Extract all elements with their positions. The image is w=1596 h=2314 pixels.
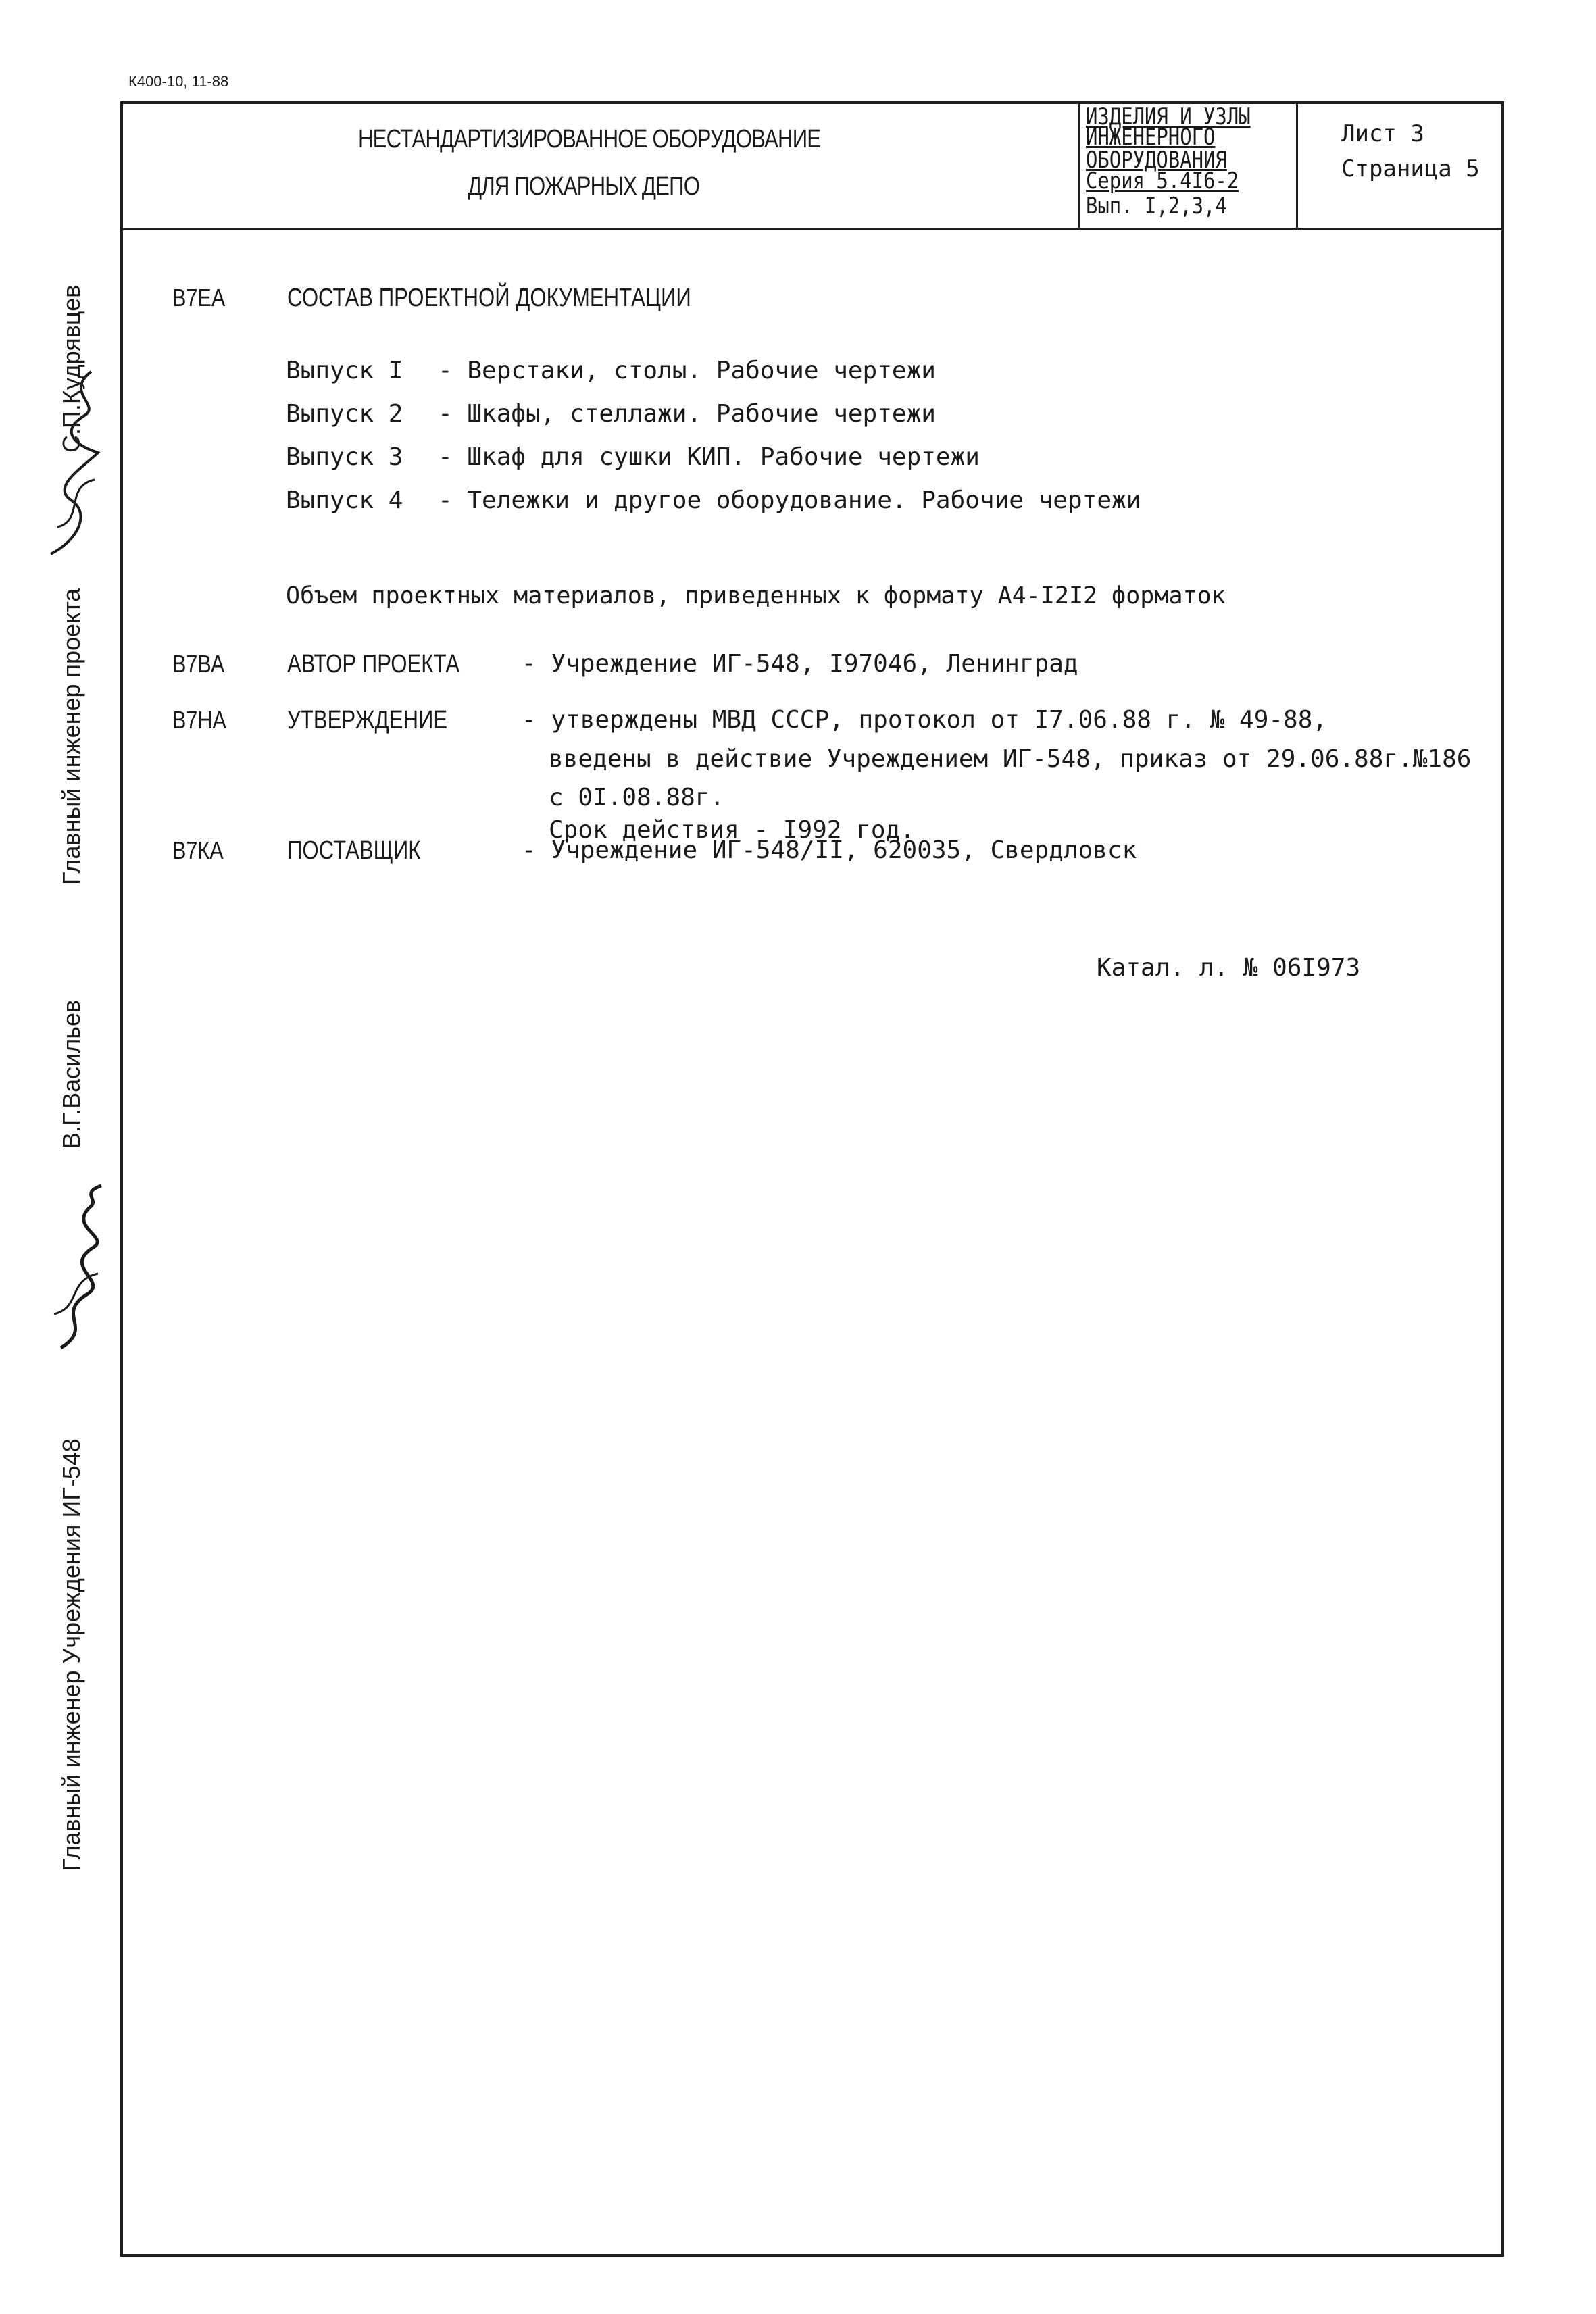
title-line-1: НЕСТАНДАРТИЗИРОВАННОЕ ОБОРУДОВАНИЕ xyxy=(358,125,821,153)
section-text: введены в действие Учреждением ИГ-548, приказ от 29.06.88г.№186 xyxy=(549,745,1472,773)
section-text: с 0I.08.88г. xyxy=(549,784,725,811)
section-text: - Учреждение ИГ-548, I97046, Ленинград xyxy=(522,650,1078,678)
volume-note: Объем проектных материалов, приведенных к формату А4-I2I2 форматок xyxy=(286,582,1226,609)
signature-role-bottom: Главный инженер Учреждения ИГ-548 xyxy=(57,1438,85,1871)
stamp-line: Вып. I,2,3,4 xyxy=(1086,193,1227,220)
issue-label: Выпуск 3 xyxy=(286,443,403,471)
section-heading: СОСТАВ ПРОЕКТНОЙ ДОКУМЕНТАЦИИ xyxy=(287,284,691,312)
handwritten-signature-top xyxy=(37,351,111,574)
section-heading: ПОСТАВЩИК xyxy=(287,836,421,865)
stamp-line: ИЗДЕЛИЯ И УЗЛЫ xyxy=(1086,103,1251,130)
stamp-line: ИНЖЕНЕРНОГО xyxy=(1086,124,1216,151)
signature-name-bottom: В.Г.Васильев xyxy=(57,999,85,1149)
section-heading: УТВЕРЖДЕНИЕ xyxy=(287,706,448,734)
section-text: - утверждены МВД СССР, протокол от I7.06.88 г. № 49-88, xyxy=(522,706,1328,734)
issue-text: - Шкафы, стеллажи. Рабочие чертежи xyxy=(438,400,936,428)
section-text: Срок действия - I992 год. xyxy=(549,816,915,844)
issue-label: Выпуск 4 xyxy=(286,486,403,514)
handwritten-signature-bottom xyxy=(41,1179,115,1355)
issue-text: - Тележки и другое оборудование. Рабочие чертежи xyxy=(438,486,1141,514)
stamp-line: Серия 5.4I6-2 xyxy=(1086,168,1239,195)
issue-text: - Шкаф для сушки КИП. Рабочие чертежи xyxy=(438,443,980,471)
catalog-number: Катал. л. № 06I973 xyxy=(1097,954,1361,982)
stamp-line: ОБОРУДОВАНИЯ xyxy=(1086,147,1227,174)
issue-label: Выпуск 2 xyxy=(286,400,403,428)
corner-code: К400-10, 11-88 xyxy=(128,73,229,90)
section-code: В7ЕА xyxy=(172,284,226,311)
stamp-right-border xyxy=(1296,101,1298,230)
sheet-number: Лист 3 xyxy=(1341,120,1424,147)
section-code: В7КА xyxy=(172,836,224,864)
section-heading: АВТОР ПРОЕКТА xyxy=(287,650,460,678)
title-line-2: ДЛЯ ПОЖАРНЫХ ДЕПО xyxy=(468,172,700,201)
stamp-left-border xyxy=(1078,101,1080,230)
signature-name-top: С.П.Кудрявцев xyxy=(57,284,85,453)
page-number: Страница 5 xyxy=(1341,155,1480,182)
section-code: В7ВА xyxy=(172,650,225,678)
section-code: В7НА xyxy=(172,706,226,734)
issue-label: Выпуск I xyxy=(286,357,403,384)
issue-text: - Верстаки, столы. Рабочие чертежи xyxy=(438,357,936,384)
section-text: - Учреждение ИГ-548/II, 620035, Свердловск xyxy=(522,836,1137,864)
signature-role-top: Главный инженер проекта xyxy=(57,588,85,885)
